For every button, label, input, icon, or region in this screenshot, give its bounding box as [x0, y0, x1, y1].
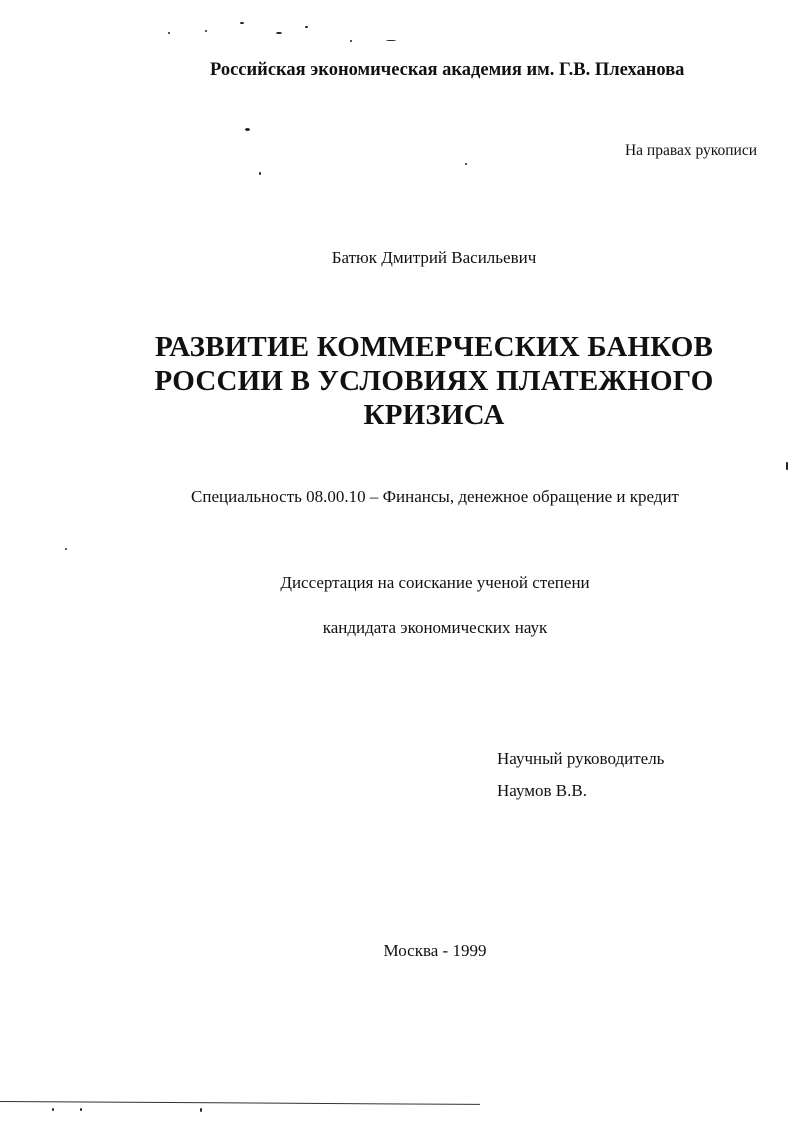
- supervisor-label: Научный руководитель: [497, 749, 665, 768]
- institution-name: Российская экономическая академия им. Г.В. Плеханова: [210, 60, 685, 80]
- author-name: Батюк Дмитрий Васильевич: [331, 248, 537, 267]
- title-line-1: РАЗВИТИЕ КОММЕРЧЕСКИХ БАНКОВ: [154, 331, 714, 363]
- specialty-line: Специальность 08.00.10 – Финансы, денежное обращение и кредит: [191, 487, 679, 506]
- degree-line-1: Диссертация на соискание ученой степени: [280, 573, 590, 592]
- rights-note: На правах рукописи: [624, 142, 757, 159]
- title-line-2: РОССИИ В УСЛОВИЯХ ПЛАТЕЖНОГО: [154, 365, 714, 397]
- bottom-rule: [0, 1101, 480, 1105]
- degree-line-2: кандидата экономических наук: [322, 618, 548, 637]
- title-line-3: КРИЗИСА: [363, 399, 505, 431]
- supervisor-name: Наумов В.В.: [497, 781, 587, 800]
- dissertation-title: [150, 330, 718, 432]
- city-year: Москва - 1999: [383, 941, 487, 960]
